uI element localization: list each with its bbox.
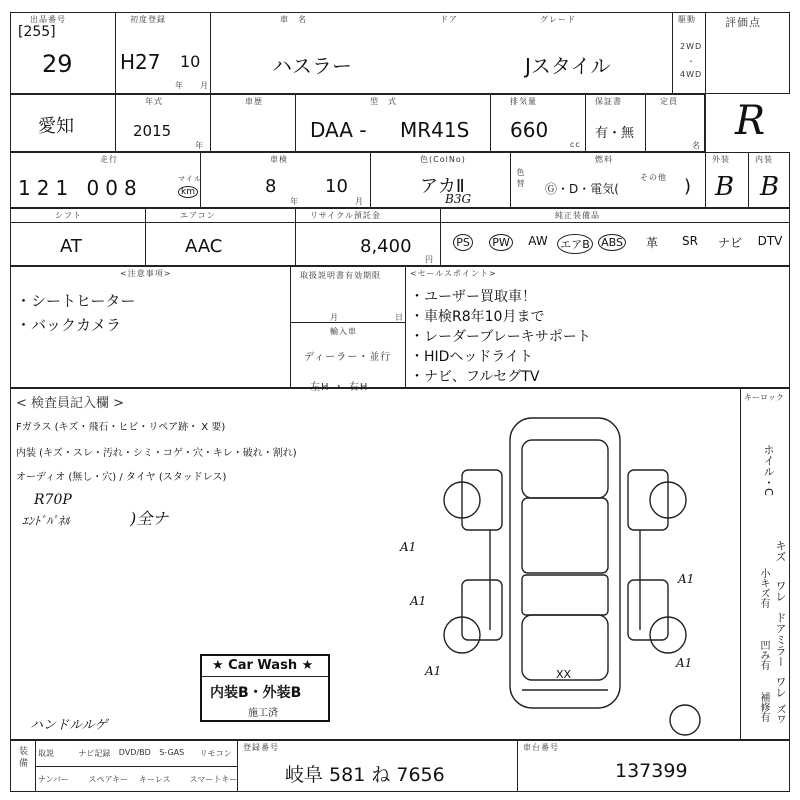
mileage-label: 走行: [100, 155, 118, 164]
fuel-other: その他: [640, 173, 667, 182]
inspection-day: 10: [325, 176, 348, 197]
key-lock-label: キーロック: [744, 393, 784, 402]
lot-code: [255]: [18, 24, 56, 40]
interior-line: 内装 (キズ・スレ・汚れ・シミ・コゲ・穴・キレ・破れ・割れ): [16, 448, 297, 459]
fuel-label: 燃料: [595, 155, 613, 164]
chassis-number: 137399: [615, 760, 688, 782]
dealer-parallel: ディーラー・並行: [304, 352, 392, 363]
warranty-label: 保証書: [595, 97, 622, 106]
registration-no-label: 登録番号: [243, 743, 279, 752]
equipment-item: PW: [483, 234, 519, 251]
drive-2wd: 2WD: [680, 42, 703, 51]
manual-day: 日: [395, 313, 404, 322]
overall-score: R: [735, 98, 766, 144]
equip-row-label: 装備: [17, 746, 27, 770]
right-note: ワレ: [774, 580, 787, 602]
aircon-value: AAC: [185, 236, 223, 257]
displacement-label: 排気量: [510, 97, 537, 106]
hand-note: )全ナ: [130, 509, 169, 528]
option-item: DVD/BD: [118, 748, 151, 757]
inspection-year-unit: 年: [290, 197, 299, 206]
fuel-value: Ⓖ・D・電気(: [545, 182, 619, 196]
sales-point: ・ナビ、フルセグTV: [410, 369, 540, 385]
cc-unit: cc: [570, 140, 581, 149]
exterior-score: B: [715, 172, 735, 202]
right-note: ズワ: [774, 704, 785, 724]
chassis-no-label: 車台番号: [523, 743, 559, 752]
inspector-label: < 検査員記入欄 >: [16, 396, 125, 411]
option-item: リモコン: [199, 749, 232, 758]
equipment-item: 革: [645, 236, 658, 250]
type-label: 型 式: [370, 97, 397, 106]
hand-note: ハンドルルゲ: [30, 718, 108, 733]
type-code: MR41S: [400, 118, 470, 142]
option-item: スマートキー: [189, 775, 238, 784]
manual-month: 月: [330, 313, 339, 322]
auction-number-label: 出品番号: [30, 15, 66, 24]
option-item: ナンバー: [38, 775, 70, 784]
shift-label: シフト: [55, 211, 82, 220]
equipment-item: SR: [682, 234, 698, 248]
car-wash-title: ★ Car Wash ★: [212, 658, 314, 673]
equipment-item: AW: [528, 234, 548, 248]
lot-number: 29: [42, 50, 73, 78]
car-name-label: 車 名: [280, 15, 307, 24]
score-label: 評価点: [725, 16, 761, 29]
doors-label: ドア: [440, 15, 458, 24]
fuel-close: ): [684, 176, 692, 197]
exterior-label: 外装: [712, 155, 730, 164]
tire-icon: [665, 700, 705, 740]
option-item: スペアキー: [88, 775, 129, 784]
hand-note: R70P: [34, 492, 72, 508]
option-item: 取説: [38, 749, 54, 758]
equipment-item: PS: [445, 234, 481, 251]
option-item: S-GAS: [159, 748, 185, 757]
equipment-label: 純正装備品: [555, 211, 600, 220]
damage-mark: A1: [678, 572, 695, 586]
color-code: B3G: [445, 192, 472, 206]
damage-mark: A1: [400, 540, 417, 554]
displacement: 660: [510, 118, 549, 142]
damage-mark: XX: [556, 668, 572, 681]
type-prefix: DAA -: [310, 118, 367, 142]
right-note: キズ: [774, 540, 787, 562]
recycle-fee: 8,400: [360, 236, 412, 257]
inspection-month-unit: 月: [355, 197, 364, 206]
steering-side: 左H ・ 右H: [310, 382, 369, 393]
first-registration-label: 初度登録: [130, 15, 166, 24]
damage-mark: A1: [676, 656, 693, 670]
audio-tire-line: オーディオ (無し・穴) / タイヤ (スタッドレス): [16, 472, 227, 483]
damage-mark: A1: [425, 664, 442, 678]
caution-item: ・シートヒーター: [16, 292, 136, 310]
car-wash-grade: 内装B・外装B: [210, 685, 302, 701]
glass-line: Fガラス (キズ・飛石・ヒビ・リペア跡・ X 要): [16, 422, 226, 433]
year-unit: 年: [175, 81, 184, 90]
plate-number: 岐阜 581 ね 7656: [285, 764, 445, 786]
sales-point: ・ユーザー買取車！: [410, 289, 536, 305]
caution-label: <注意事項>: [120, 269, 172, 278]
drive-label: 駆動: [678, 15, 696, 24]
prefecture: 愛知: [38, 116, 74, 137]
drive-4wd: 4WD: [680, 70, 703, 79]
import-car-label: 輸入車: [330, 327, 357, 336]
car-wash-done: 施工済: [248, 708, 278, 719]
inspection-label: 車検: [270, 155, 288, 164]
transmission: AT: [60, 236, 82, 257]
right-note: ドアミラー: [774, 612, 787, 667]
km-unit: km: [178, 186, 198, 198]
option-item: ナビ記録: [78, 749, 111, 758]
model-year-label: 年式: [145, 97, 163, 106]
color-change: 色替: [516, 168, 525, 190]
drive-dot: ・: [687, 57, 696, 66]
recycle-label: リサイクル預託金: [310, 211, 381, 220]
month-unit: 月: [200, 81, 209, 90]
inspection-month: 8: [265, 176, 277, 197]
mile-unit: マイル: [178, 175, 202, 183]
equipment-item: DTV: [757, 234, 783, 248]
color-value: アカⅡ: [420, 176, 465, 197]
capacity-label: 定員: [660, 97, 678, 106]
grade-value: Jスタイル: [525, 54, 611, 78]
capacity-unit: 名: [692, 141, 701, 150]
registration-year: H27: [120, 50, 161, 74]
caution-item: ・バックカメラ: [16, 316, 122, 334]
sales-point-label: <セールスポイント>: [410, 269, 497, 278]
color-label: 色(ColNo): [420, 155, 466, 164]
sales-point: ・車検R8年10月まで: [410, 309, 545, 325]
model-name: ハスラー: [272, 54, 352, 78]
manual-expiry-label: 取扱説明書有効期限: [300, 271, 381, 280]
right-note: 凹み有: [758, 640, 769, 670]
warranty-value: 有・無: [595, 126, 635, 141]
right-note: 小キズ有: [758, 568, 769, 608]
vehicle-history-label: 車歴: [245, 97, 263, 106]
right-note: 補修有: [758, 692, 769, 722]
notes-row: [10, 266, 790, 388]
aircon-label: エアコン: [180, 211, 216, 220]
equipment-item: ナビ: [717, 236, 742, 250]
right-note: ワレ: [774, 676, 787, 698]
sales-point: ・レーダーブレーキサポート: [410, 329, 591, 345]
equipment-item: ABS: [594, 234, 630, 251]
damage-mark: A1: [410, 594, 427, 608]
hand-note: ｴﾝﾄﾞﾊﾟﾈﾙ: [22, 514, 71, 528]
right-note: ホイル・C: [762, 444, 775, 496]
grade-label: グレード: [540, 15, 576, 24]
interior-score: B: [760, 172, 780, 202]
mileage-value: 121 008: [18, 176, 143, 200]
model-year-unit: 年: [195, 141, 204, 150]
option-item: キーレス: [139, 775, 171, 784]
sales-point: ・HIDヘッドライト: [410, 349, 534, 365]
model-year: 2015: [133, 122, 172, 140]
registration-month: 10: [180, 52, 201, 71]
recycle-unit: 円: [425, 255, 434, 264]
equipment-item: エアB: [557, 234, 593, 254]
interior-label: 内装: [755, 155, 773, 164]
